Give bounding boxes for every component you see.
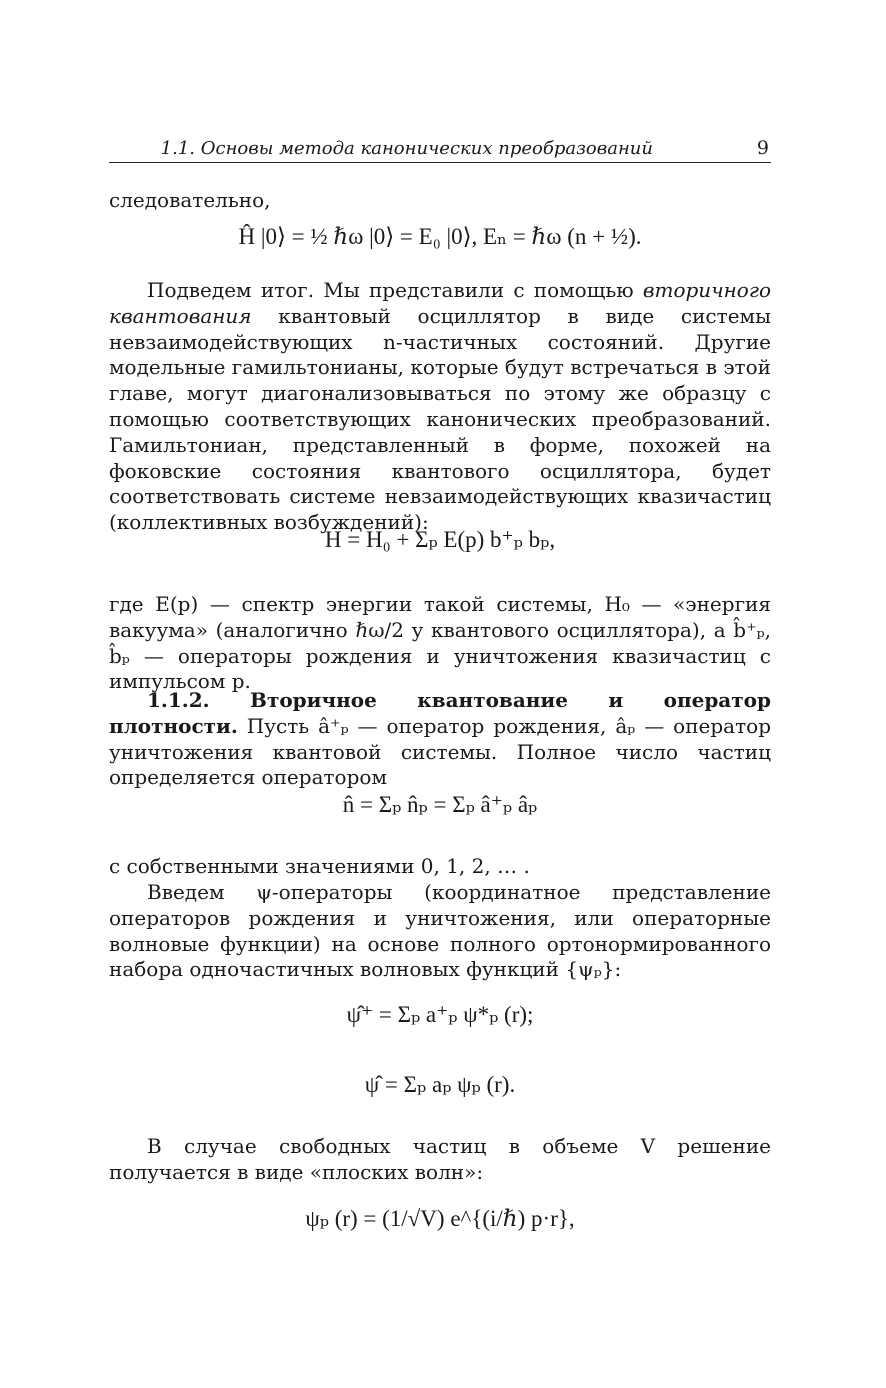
page-number: 9: [756, 137, 769, 159]
section-intro-text: Пусть â⁺ₚ — оператор рождения, âₚ — оператор уничтожения квантовой системы. Полное число частиц определяется оператором: [109, 713, 771, 790]
summary-text-start: Подведем итог. Мы представили с помощью: [147, 278, 643, 302]
equation-plane-wave: ψₚ (r) = (1/√V) e^{(i/ℏ) p·r},: [305, 1206, 575, 1231]
equation-quasiparticle-hamiltonian: H = H₀ + Σₚ E(p) b⁺ₚ bₚ,: [324, 527, 556, 552]
running-head-title: 1.1. Основы метода канонических преобразований: [160, 138, 653, 159]
section-1-1-2: [109, 688, 771, 791]
section-heading: 1.1.2. Вторичное квантование и оператор плотности.: [109, 688, 771, 738]
equation-psi-plus: ψ̂⁺ = Σₚ a⁺ₚ ψ*ₚ (r);: [346, 1002, 534, 1027]
summary-emphasis: вторичного квантования: [109, 278, 771, 328]
paragraph-eigenvalues: с собственными значениями 0, 1, 2, … .: [109, 854, 530, 878]
paragraph-consequently: следовательно,: [109, 188, 271, 212]
paragraph-spectrum: где E(p) — спектр энергии такой системы, H₀ — «энергия вакуума» (аналогично ℏω/2 у квантового осциллятора), а b̂⁺ₚ, b̂ₚ — операторы рождения и уничтожения квазичастиц с импульсом p.: [109, 592, 771, 694]
paragraph-plane-waves: В случае свободных частиц в объеме V решение получается в виде «плоских волн»:: [109, 1134, 771, 1184]
paragraph-summary: [109, 278, 771, 536]
equation-psi: ψ̂ = Σₚ aₚ ψₚ (r).: [364, 1072, 516, 1097]
equation-number-operator: n̂ = Σₚ n̂ₚ = Σₚ â⁺ₚ âₚ: [342, 792, 538, 817]
running-head: [109, 136, 771, 163]
equation-oscillator-energy: Ĥ |0⟩ = ½ ℏω |0⟩ = E₀ |0⟩, Eₙ = ℏω (n + ½).: [238, 224, 642, 249]
summary-text-rest: квантовый осциллятор в виде системы невзаимодействующих n-частичных состояний. Другие модельные гамильтонианы, которые будут встречаться в этой главе, могут диагонализовываться по этому же образцу с помощью соответствующих канонических преобразований. Гамильтониан, представленный в форме, похожей на фоковские состояния квантового осциллятора, будет соответствовать системе невзаимодействующих квазичастиц (коллективных возбуждений):: [109, 303, 771, 535]
paragraph-psi-operators: Введем ψ-операторы (координатное представление операторов рождения и уничтожения, или операторные волновые функции) на основе полного ортонормированного набора одночастичных волновых функций {ψₚ}:: [109, 880, 771, 982]
